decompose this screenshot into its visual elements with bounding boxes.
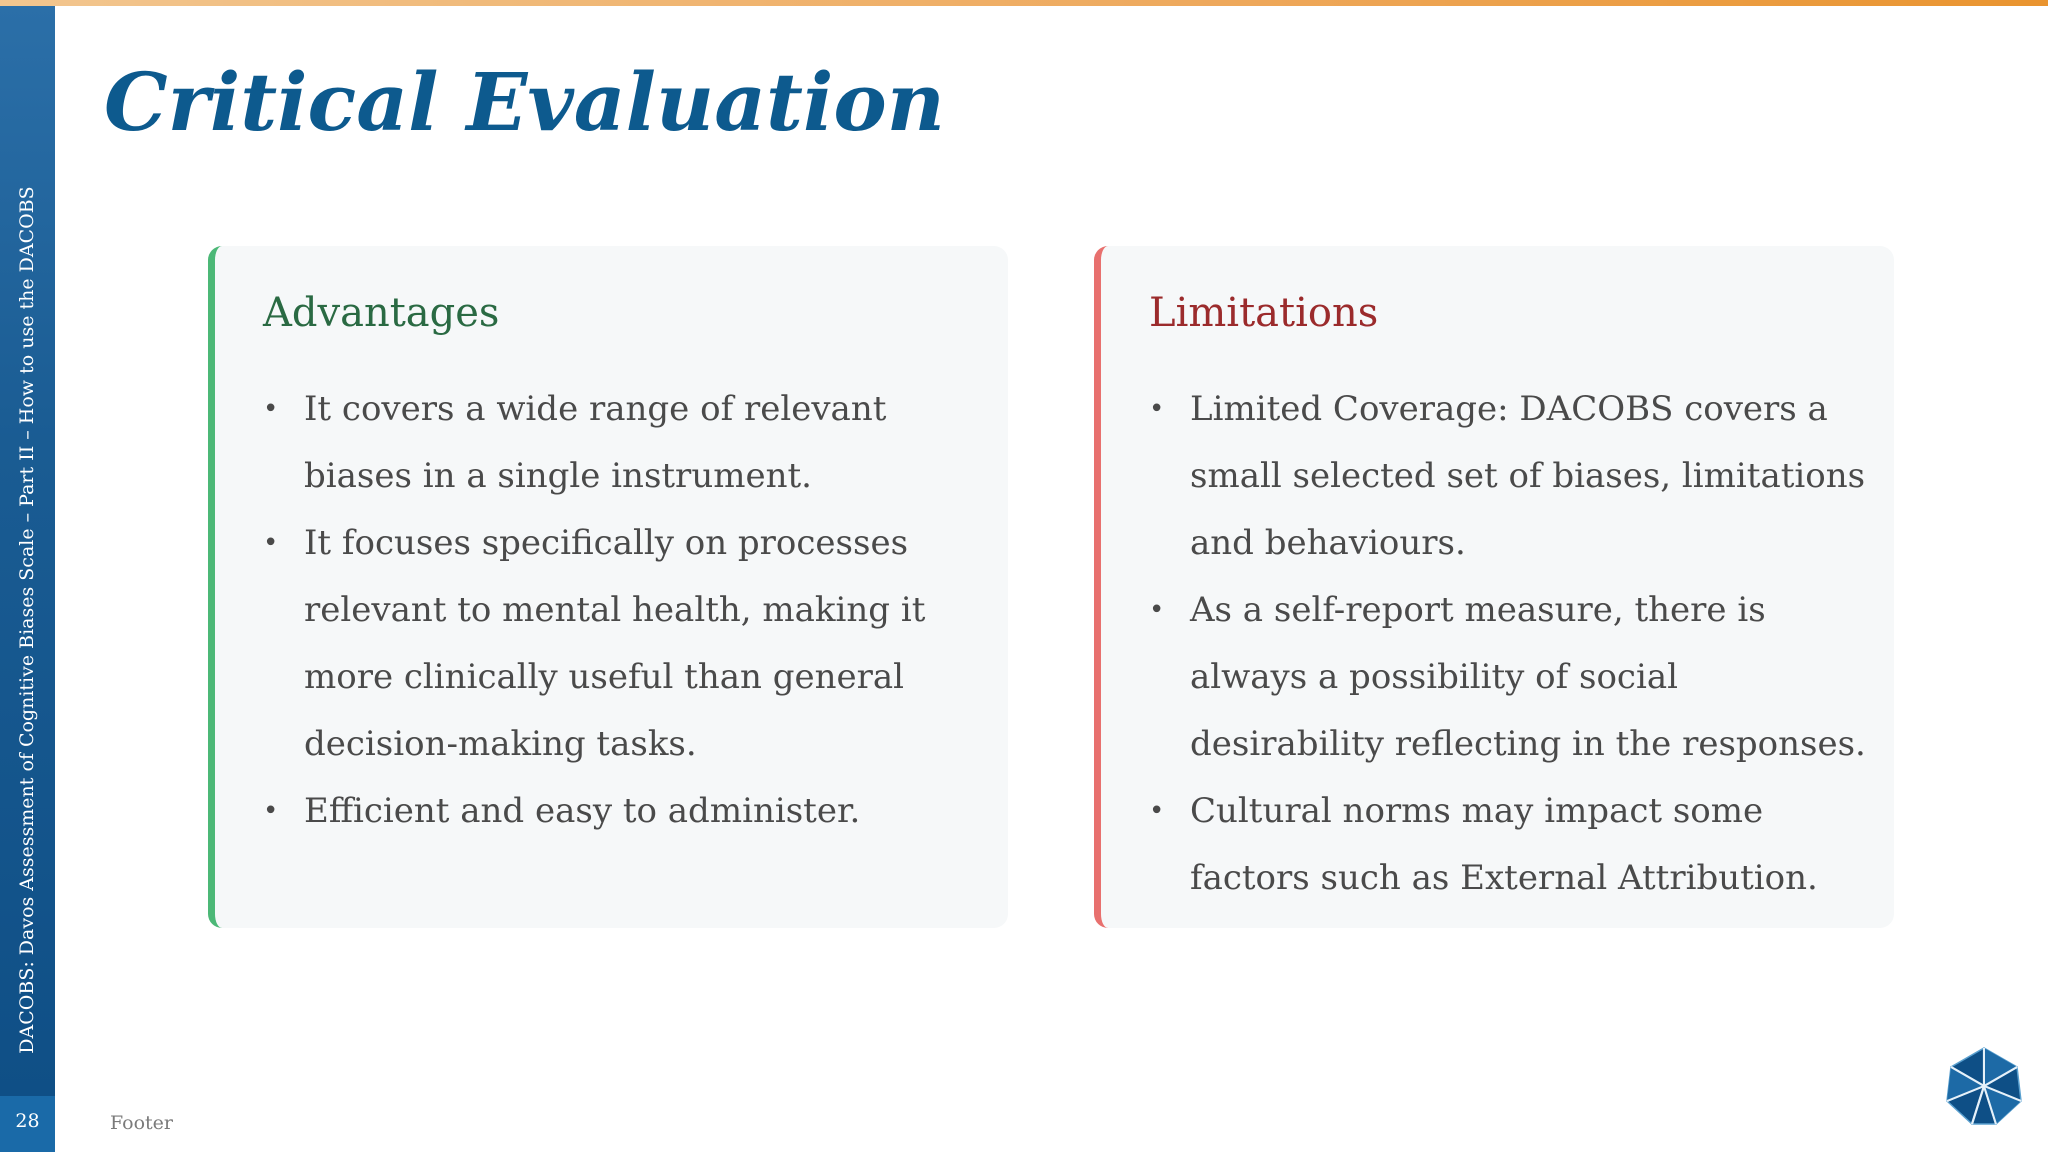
limitations-card xyxy=(1094,246,1894,928)
advantages-list xyxy=(263,376,988,845)
limitations-item: • Limited Coverage: DACOBS covers a small selected set of biases, limitations and behaviours. xyxy=(1149,376,1874,577)
star-logo-icon xyxy=(1944,1046,2024,1126)
advantages-item: • Efficient and easy to administer. xyxy=(263,778,988,845)
top-accent-bar xyxy=(0,0,2048,6)
advantages-heading: Advantages xyxy=(263,290,500,336)
limitations-item: • As a self-report measure, there is always a possibility of social desirability reflecting in the responses. xyxy=(1149,577,1874,778)
footer: Footer xyxy=(110,1112,173,1134)
advantages-card xyxy=(208,246,1008,928)
slide-title: Critical Evaluation xyxy=(104,55,945,149)
limitations-item: • Cultural norms may impact some factors such as External Attribution. xyxy=(1149,778,1874,912)
limitations-list xyxy=(1149,376,1874,912)
page-number: 28 xyxy=(15,1110,40,1132)
advantages-item: • It covers a wide range of relevant biases in a single instrument. xyxy=(263,376,988,510)
advantages-item: • It focuses specifically on processes relevant to mental health, making it more clinically useful than general decision-making tasks. xyxy=(263,510,988,778)
side-title: DACOBS: Davos Assessment of Cognitive Biases Scale – Part II – How to use the DACOBS xyxy=(16,186,38,1054)
limitations-heading: Limitations xyxy=(1149,290,1379,336)
